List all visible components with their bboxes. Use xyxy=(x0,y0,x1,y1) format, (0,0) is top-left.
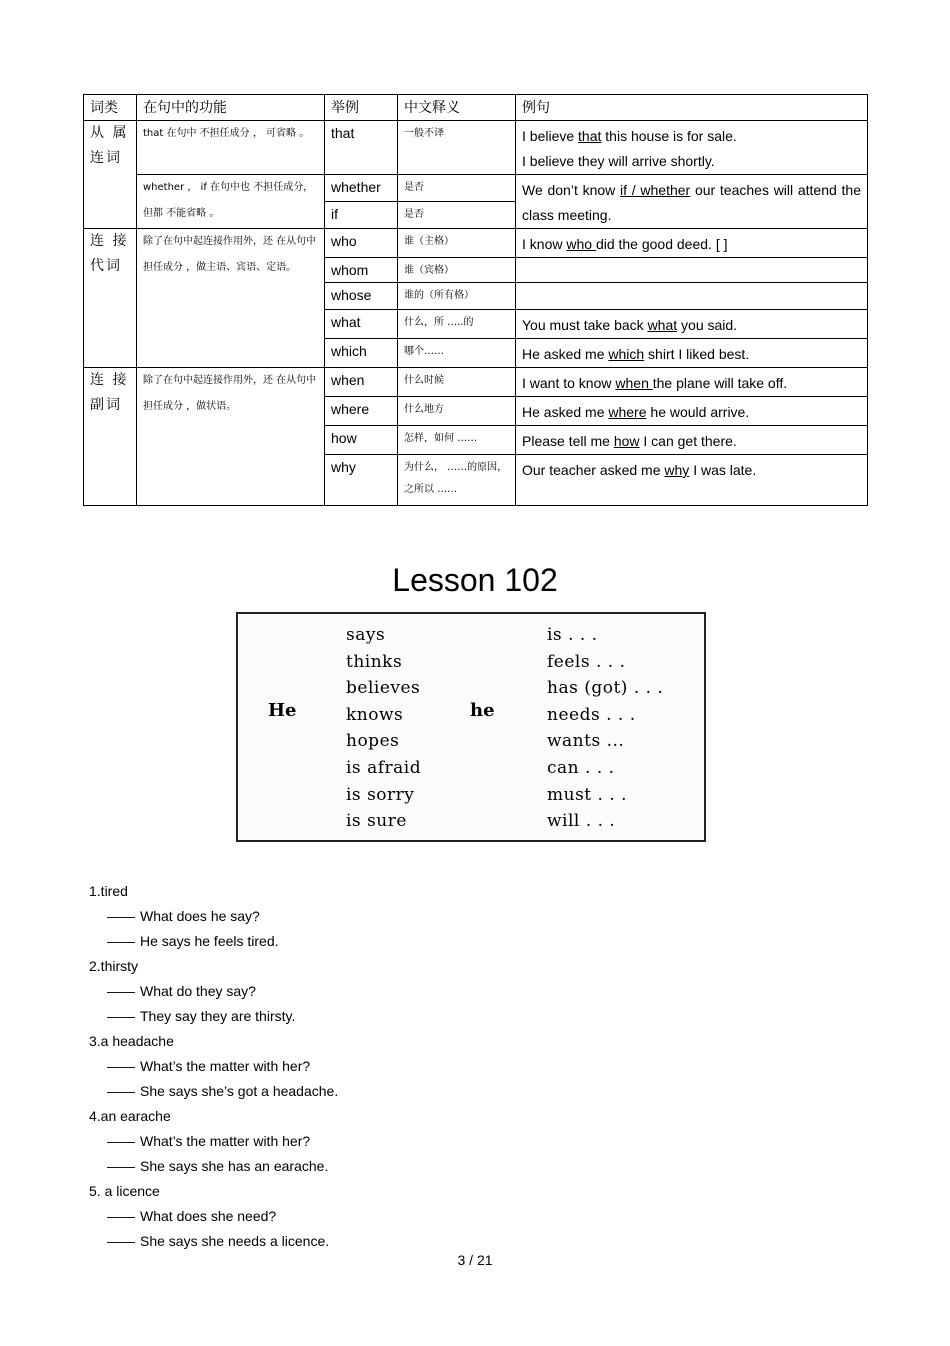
category-pronoun: 连 接 代词 xyxy=(84,229,137,368)
exercise-question: —— What do they say? xyxy=(107,983,256,999)
meaning-which: 哪个…… xyxy=(398,339,516,368)
example-who: I know who did the good deed. [ ] xyxy=(516,229,868,258)
exercise-answer: —— He says he feels tired. xyxy=(107,933,279,949)
meaning-whom: 谁（宾格） xyxy=(398,258,516,283)
example-where: He asked me where he would arrive. xyxy=(516,397,868,426)
meaning-if: 是否 xyxy=(398,202,516,229)
example-how: Please tell me how I can get there. xyxy=(516,426,868,455)
header-chinese-meaning: 中文释义 xyxy=(398,95,516,121)
verb-item: knows xyxy=(346,704,404,725)
complement-item: will . . . xyxy=(547,811,616,832)
example-when: I want to know when the plane will take off. xyxy=(516,368,868,397)
meaning-why: 为什么， ……的原因，之所以 …… xyxy=(398,455,516,506)
lesson-title: Lesson 102 xyxy=(392,562,558,598)
verb-column xyxy=(346,622,421,835)
example-why: Our teacher asked me why I was late. xyxy=(516,455,868,506)
exercise-prompt: 1.tired xyxy=(89,883,128,899)
subject-he: He xyxy=(268,700,297,721)
verb-item: hopes xyxy=(346,731,400,752)
header-example-word: 举例 xyxy=(325,95,398,121)
example-whose xyxy=(516,283,868,310)
complement-item: is . . . xyxy=(547,625,598,645)
word-whom: whom xyxy=(325,258,398,283)
verb-item: is afraid xyxy=(346,757,422,778)
exercise-item xyxy=(89,880,689,955)
exercise-list xyxy=(89,880,689,1255)
complement-item: must . . . xyxy=(547,784,628,805)
verb-item: thinks xyxy=(346,651,403,672)
exercise-question: —— What’s the matter with her? xyxy=(107,1133,311,1149)
example-which: He asked me which shirt I liked best. xyxy=(516,339,868,368)
meaning-whether: 是否 xyxy=(398,175,516,202)
complement-column xyxy=(547,622,663,835)
exercise-prompt: 4.an earache xyxy=(89,1108,171,1124)
table-row xyxy=(84,368,868,397)
word-when: when xyxy=(325,368,398,397)
verb-item: believes xyxy=(346,678,421,699)
meaning-where: 什么地方 xyxy=(398,397,516,426)
complement-item: needs . . . xyxy=(547,704,636,725)
grammar-table xyxy=(83,94,868,506)
word-what: what xyxy=(325,310,398,339)
word-where: where xyxy=(325,397,398,426)
word-that: that xyxy=(325,121,398,175)
meaning-who: 谁（主格） xyxy=(398,229,516,258)
exercise-question: —— What does she need? xyxy=(107,1208,277,1224)
header-category: 词类 xyxy=(84,95,137,121)
complement-item: wants ... xyxy=(547,731,625,752)
exercise-item xyxy=(89,1105,689,1180)
clause-subject-he: he xyxy=(470,700,495,721)
header-function: 在句中的功能 xyxy=(137,95,325,121)
meaning-when: 什么时候 xyxy=(398,368,516,397)
exercise-item xyxy=(89,1180,689,1255)
complement-item: has (got) . . . xyxy=(547,678,664,699)
example-whom xyxy=(516,258,868,283)
verb-item: is sorry xyxy=(346,784,415,805)
exercise-question: —— What does he say? xyxy=(107,908,260,924)
complement-item: can . . . xyxy=(547,757,615,778)
example-that-2: I believe they will arrive shortly. xyxy=(522,153,715,169)
exercise-answer: —— She says she’s got a headache. xyxy=(107,1083,339,1099)
word-whose: whose xyxy=(325,283,398,310)
example-that xyxy=(516,121,868,175)
word-who: who xyxy=(325,229,398,258)
exercise-question: —— What’s the matter with her? xyxy=(107,1058,311,1074)
function-pronoun: 除了在句中起连接作用外，还 在从句中担任成分 ，做主语、宾语、定语。 xyxy=(137,229,325,368)
word-whether: whether xyxy=(325,175,398,202)
word-if: if xyxy=(325,202,398,229)
table-header-row xyxy=(84,95,868,121)
exercise-item xyxy=(89,1030,689,1105)
meaning-whose: 谁的（所有格） xyxy=(398,283,516,310)
example-that-1: I believe that this house is for sale. xyxy=(522,128,737,144)
page-number: 3 / 21 xyxy=(457,1252,493,1268)
exercise-prompt: 5. a licence xyxy=(89,1183,160,1199)
table-row xyxy=(84,229,868,258)
phrase-box xyxy=(236,612,706,842)
word-how: how xyxy=(325,426,398,455)
example-whether: We don’t know if / whether our teaches will attend the class meeting. xyxy=(516,175,868,229)
exercise-answer: —— She says she has an earache. xyxy=(107,1158,329,1174)
meaning-how: 怎样，如何 …… xyxy=(398,426,516,455)
example-what: You must take back what you said. xyxy=(516,310,868,339)
exercise-answer: —— They say they are thirsty. xyxy=(107,1008,296,1024)
exercise-prompt: 3.a headache xyxy=(89,1033,174,1049)
category-subordinate: 从 属 连词 xyxy=(84,121,137,229)
complement-item: feels . . . xyxy=(547,651,626,672)
category-adverb: 连 接 副词 xyxy=(84,368,137,506)
word-why: why xyxy=(325,455,398,506)
function-that: that 在句中 不担任成分 ， 可省略 。 xyxy=(137,121,325,175)
exercise-answer: —— She says she needs a licence. xyxy=(107,1233,330,1249)
verb-item: is sure xyxy=(346,811,407,832)
exercise-prompt: 2.thirsty xyxy=(89,958,139,974)
table-row xyxy=(84,121,868,175)
table-row xyxy=(84,175,868,202)
header-example-sentence: 例句 xyxy=(516,95,868,121)
meaning-what: 什么，所 …..的 xyxy=(398,310,516,339)
function-whether: whether ， if 在句中也 不担任成分，但都 不能省略 。 xyxy=(137,175,325,229)
exercise-item xyxy=(89,955,689,1030)
function-adverb: 除了在句中起连接作用外，还 在从句中担任成分 ，做状语。 xyxy=(137,368,325,506)
meaning-that: 一般不译 xyxy=(398,121,516,175)
verb-item: says xyxy=(346,625,386,645)
word-which: which xyxy=(325,339,398,368)
